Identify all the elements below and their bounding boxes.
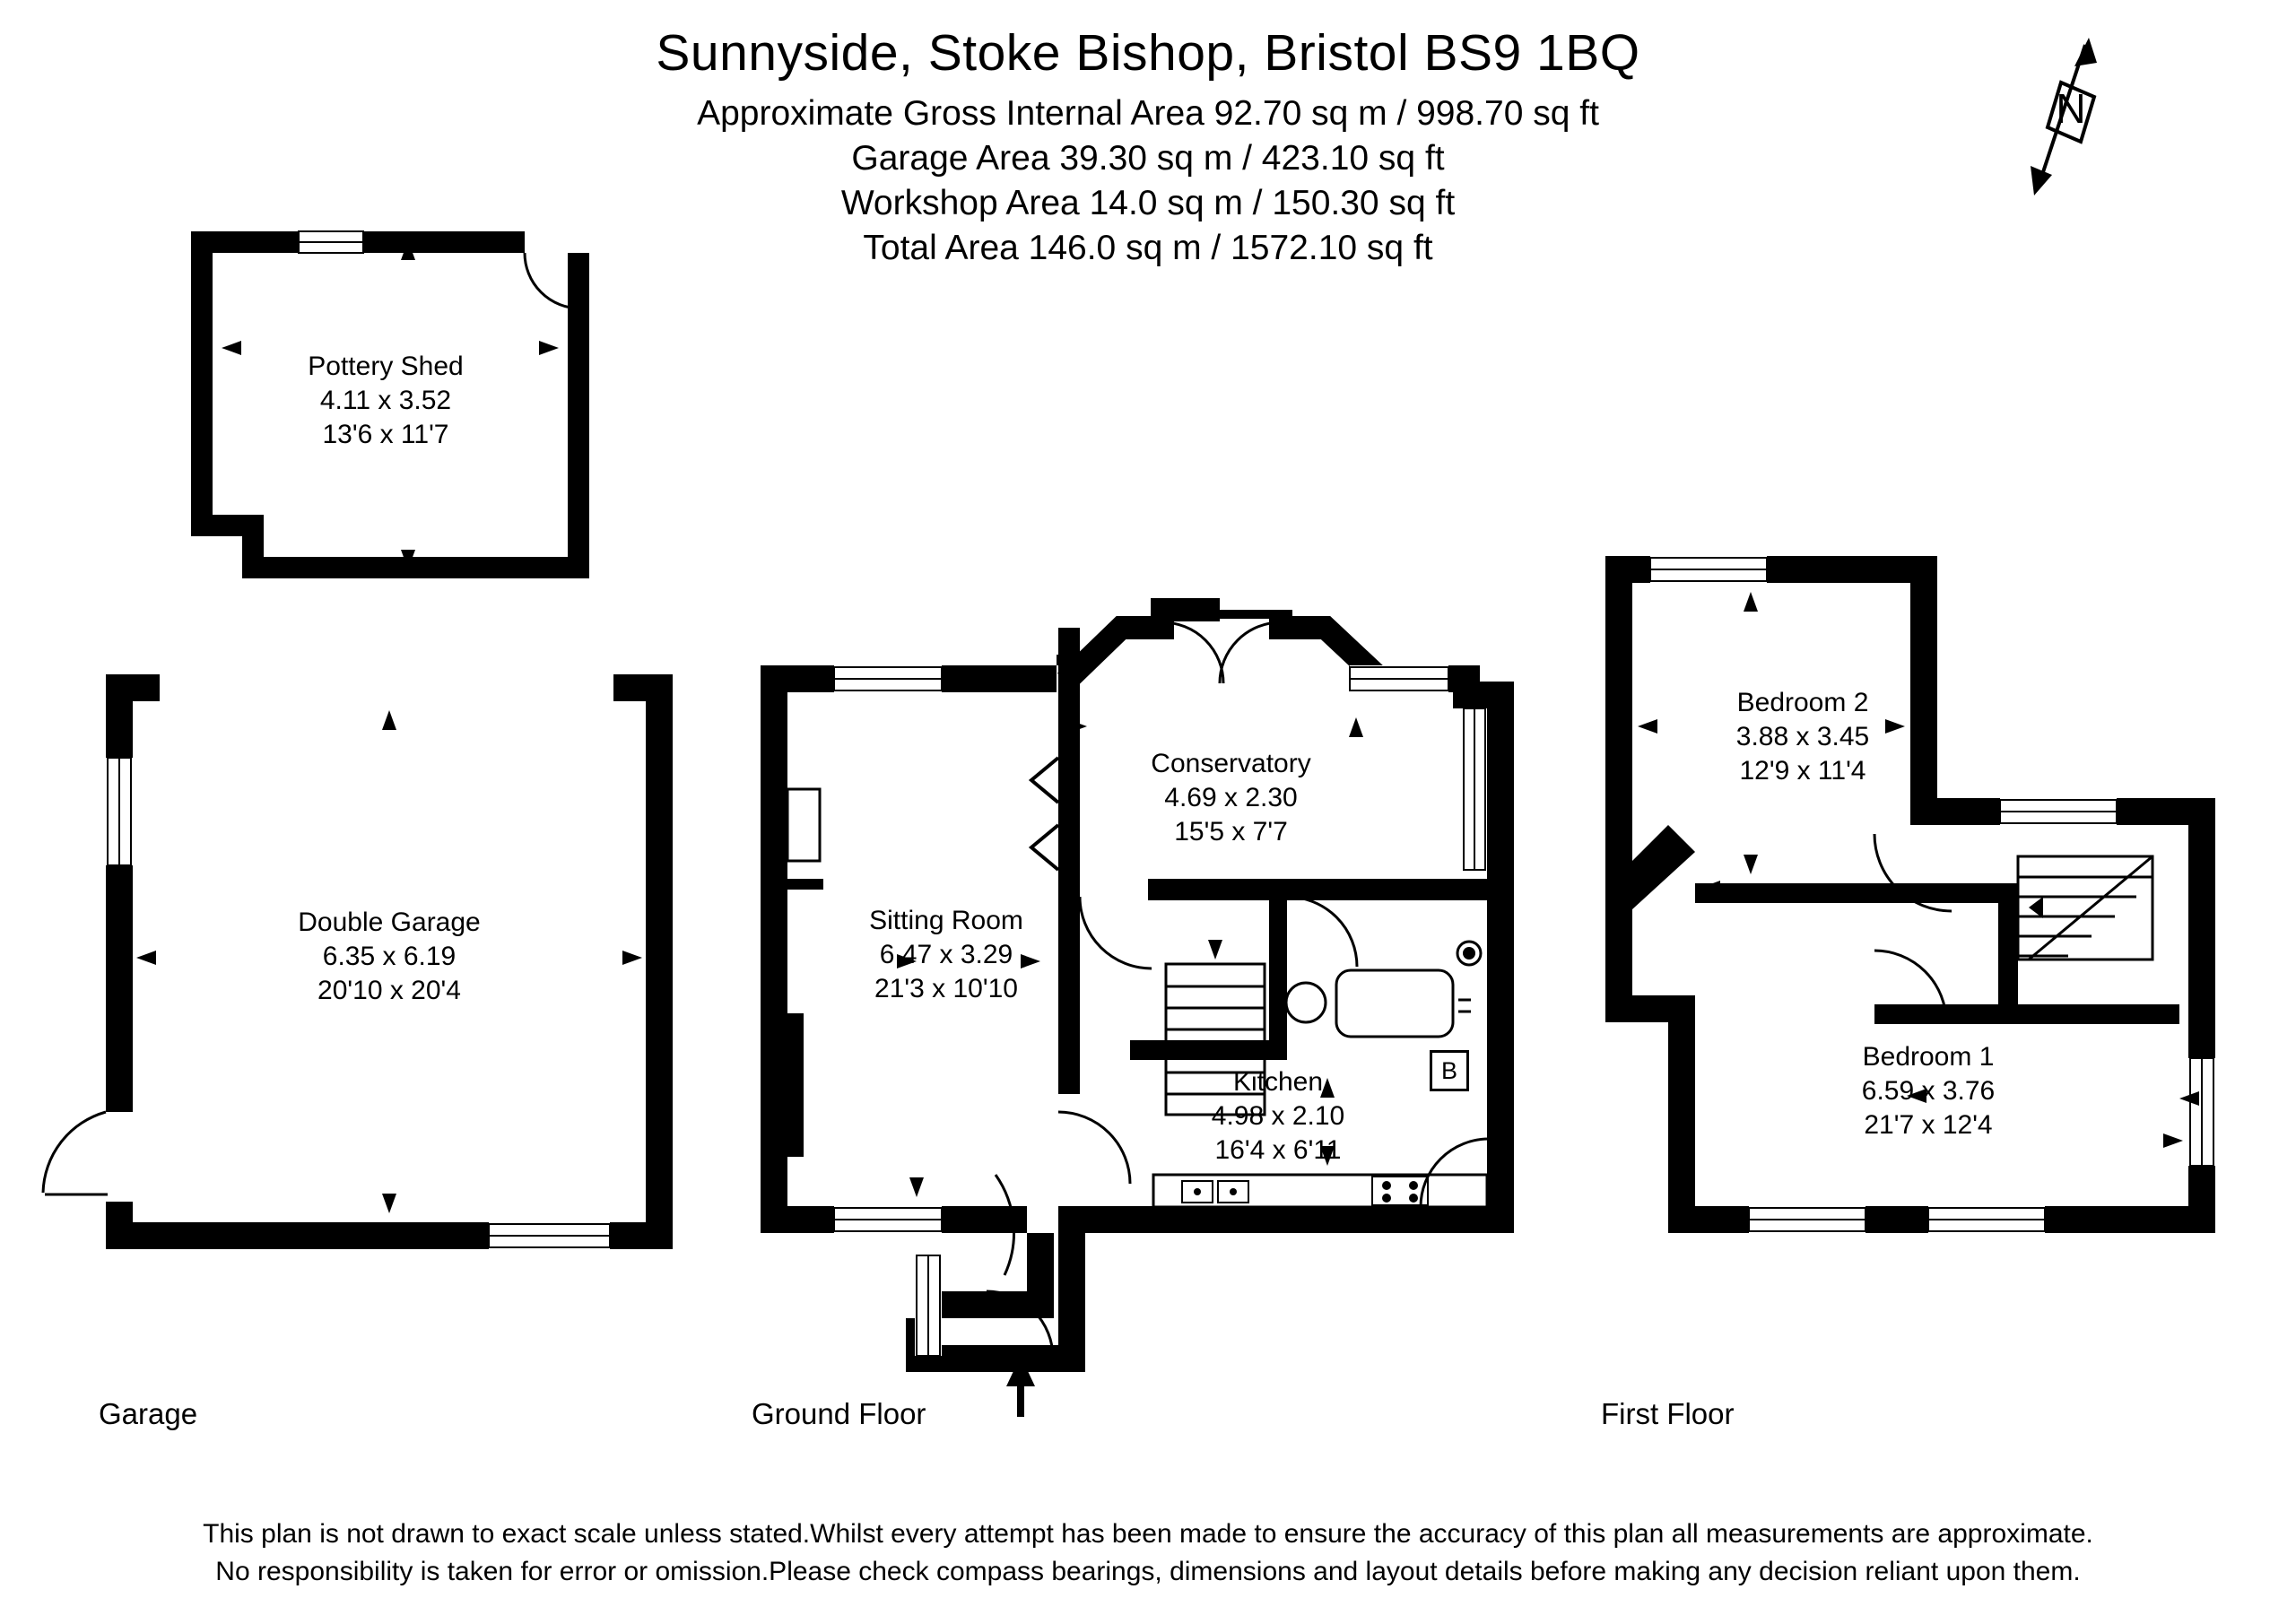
caption-garage: Garage bbox=[99, 1397, 198, 1430]
room-imperial: 21'7 x 12'4 bbox=[1864, 1110, 1993, 1141]
room-metric: 4.69 x 2.30 bbox=[1164, 783, 1298, 813]
disclaimer bbox=[0, 1515, 2296, 1591]
room-label-double-garage bbox=[219, 906, 560, 1008]
room-imperial: 12'9 x 11'4 bbox=[1739, 756, 1866, 786]
room-imperial: 15'5 x 7'7 bbox=[1174, 817, 1288, 847]
room-metric: 6.35 x 6.19 bbox=[322, 942, 457, 972]
caption-first-floor: First Floor bbox=[1601, 1397, 1735, 1430]
room-imperial: 16'4 x 6'11 bbox=[1214, 1135, 1342, 1166]
area-line-garage: Garage Area 39.30 sq m / 423.10 sq ft bbox=[851, 138, 1445, 178]
disclaimer-line-1: This plan is not drawn to exact scale unless stated.Whilst every attempt has been made to ensure the accuracy of this plan all measurements are approximate. bbox=[203, 1519, 2093, 1549]
area-line-total: Total Area 146.0 sq m / 1572.10 sq ft bbox=[863, 228, 1433, 267]
room-name: Bedroom 1 bbox=[1862, 1042, 1995, 1072]
area-line-workshop: Workshop Area 14.0 sq m / 150.30 sq ft bbox=[840, 183, 1456, 222]
room-label-pottery-shed bbox=[224, 350, 547, 452]
svg-text:N: N bbox=[2056, 85, 2086, 132]
caption-ground-floor: Ground Floor bbox=[752, 1397, 926, 1430]
room-label-sitting-room bbox=[798, 904, 1094, 1006]
room-imperial: 13'6 x 11'7 bbox=[322, 420, 449, 450]
room-label-bedroom-2 bbox=[1650, 686, 1955, 788]
room-name: Double Garage bbox=[298, 908, 481, 937]
room-name: Conservatory bbox=[1151, 749, 1311, 778]
room-label-bedroom-1 bbox=[1767, 1040, 2090, 1142]
room-metric: 6.47 x 3.29 bbox=[879, 940, 1013, 970]
room-metric: 3.88 x 3.45 bbox=[1735, 722, 1870, 752]
room-imperial: 20'10 x 20'4 bbox=[317, 976, 461, 1006]
room-name: Pottery Shed bbox=[308, 352, 464, 381]
room-metric: 4.11 x 3.52 bbox=[319, 386, 452, 416]
page-title: Sunnyside, Stoke Bishop, Bristol BS9 1BQ bbox=[656, 24, 1640, 82]
ground-floor-plan bbox=[761, 610, 1514, 1417]
room-metric: 6.59 x 3.76 bbox=[1861, 1076, 1996, 1107]
boiler-marker: B bbox=[1430, 1050, 1469, 1091]
room-label-conservatory bbox=[1063, 747, 1399, 849]
room-imperial: 21'3 x 10'10 bbox=[874, 974, 1018, 1004]
area-line-gross: Approximate Gross Internal Area 92.70 sq m / 998.70 sq ft bbox=[697, 94, 1599, 133]
room-name: Kitchen bbox=[1232, 1067, 1324, 1097]
room-label-kitchen bbox=[1139, 1065, 1417, 1168]
disclaimer-line-2: No responsibility is taken for error or omission.Please check compass bearings, dimensions and layout details before making any decision reliant upon them. bbox=[215, 1557, 2081, 1586]
room-metric: 4.98 x 2.10 bbox=[1211, 1101, 1345, 1132]
room-name: Bedroom 2 bbox=[1736, 688, 1869, 717]
room-name: Sitting Room bbox=[869, 906, 1023, 935]
